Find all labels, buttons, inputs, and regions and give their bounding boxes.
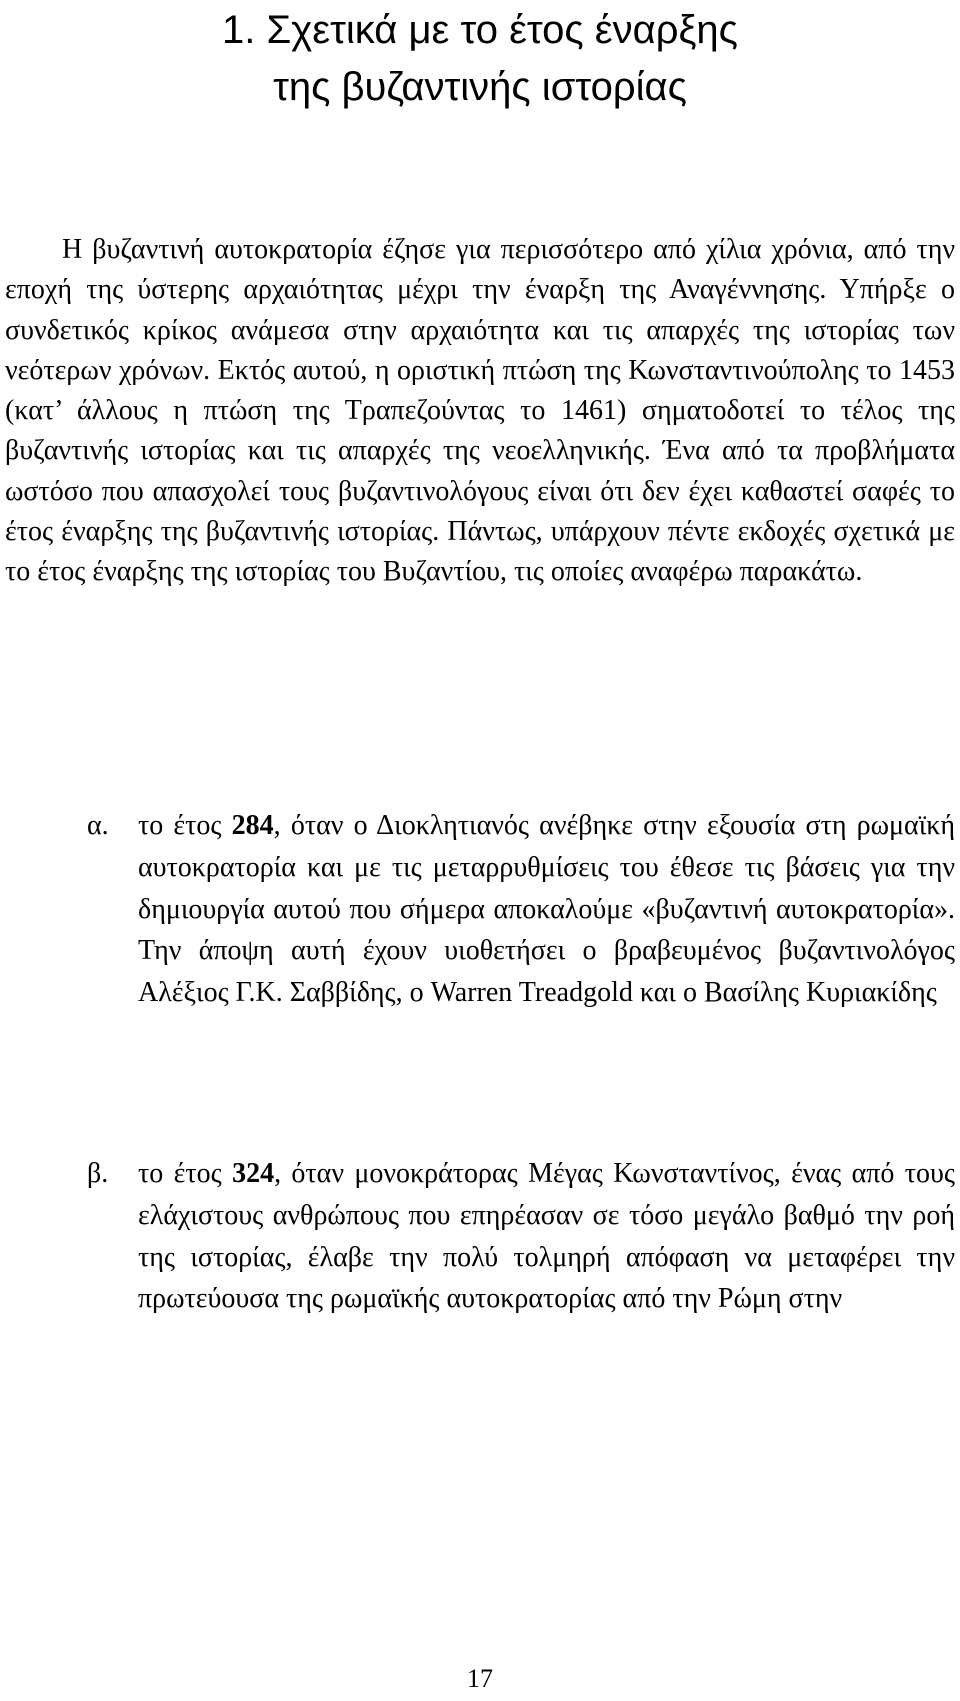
page-number: 17 [467,1664,493,1693]
list-item-beta [5,1153,955,1320]
list-item-rest: , όταν μονοκράτορας Μέγας Κωνσταντίνος, ένας από τους ελάχιστους ανθρώπους που επηρέασαν σε τόσο μεγάλο βαθμό την ροή της ιστορίας, έλαβε την πολύ τολμηρή απόφαση να μεταφέρει την πρωτεύουσα της ρωμαϊκής αυτοκρατορίας από την Ρώμη στην [138,1158,955,1315]
list-item-marker: α. [87,810,109,841]
page-title-line-2: της βυζαντινής ιστορίας [273,65,687,109]
page-title-line-1: 1. Σχετικά με το έτος έναρξης [222,8,738,52]
list-item-text [138,805,955,1014]
list-item-text [138,1153,955,1320]
list-item-alpha [5,805,955,1014]
list-item-year: 324 [232,1158,275,1189]
list-item-marker: β. [87,1158,109,1189]
list-item-rest: , όταν ο Διοκλητιανός ανέβηκε στην εξουσία στη ρωμαϊκή αυτοκρατορία και με τις μεταρρυθμίσεις του έθεσε τις βάσεις για την δημιουργία αυτού που σήμερα αποκαλούμε «βυζαντινή αυτοκρατορία». Την άποψη αυτή έχουν υιοθετήσει ο βραβευμένος βυζαντινολόγος Αλέξιος Γ.Κ. Σαββίδης, ο Warren Treadgold και ο Βασίλης Κυριακίδης [138,810,955,1009]
list-item-year: 284 [231,810,274,841]
intro-paragraph: Η βυζαντινή αυτοκρατορία έζησε για περισσότερο από χίλια χρόνια, από την εποχή της ύστερης αρχαιότητας μέχρι την έναρξη της Αναγέννησης. Υπήρξε ο συνδετικός κρίκος ανάμεσα στην αρχαιότητα και τις απαρχές της ιστορίας των νεότερων χρόνων. Εκτός αυτού, η οριστική πτώση της Κωνσταντινούπολης το 1453 (κατ’ άλλους η πτώση της Τραπεζούντας το 1461) σηματοδοτεί το τέλος της βυζαντινής ιστορίας και τις απαρχές της νεοελληνικής. Ένα από τα προβλήματα ωστόσο που απασχολεί τους βυζαντινολόγους είναι ότι δεν έχει καθαστεί σαφές το έτος έναρξης της βυζαντινής ιστορίας. Πάντως, υπάρχουν πέντε εκδοχές σχετικά με το έτος έναρξης της ιστορίας του Βυζαντίου, τις οποίες αναφέρω παρακάτω. [5,234,955,588]
list-item-prefix: το έτος [138,810,232,841]
page-title [0,2,960,116]
list-item-prefix: το έτος [138,1158,233,1189]
